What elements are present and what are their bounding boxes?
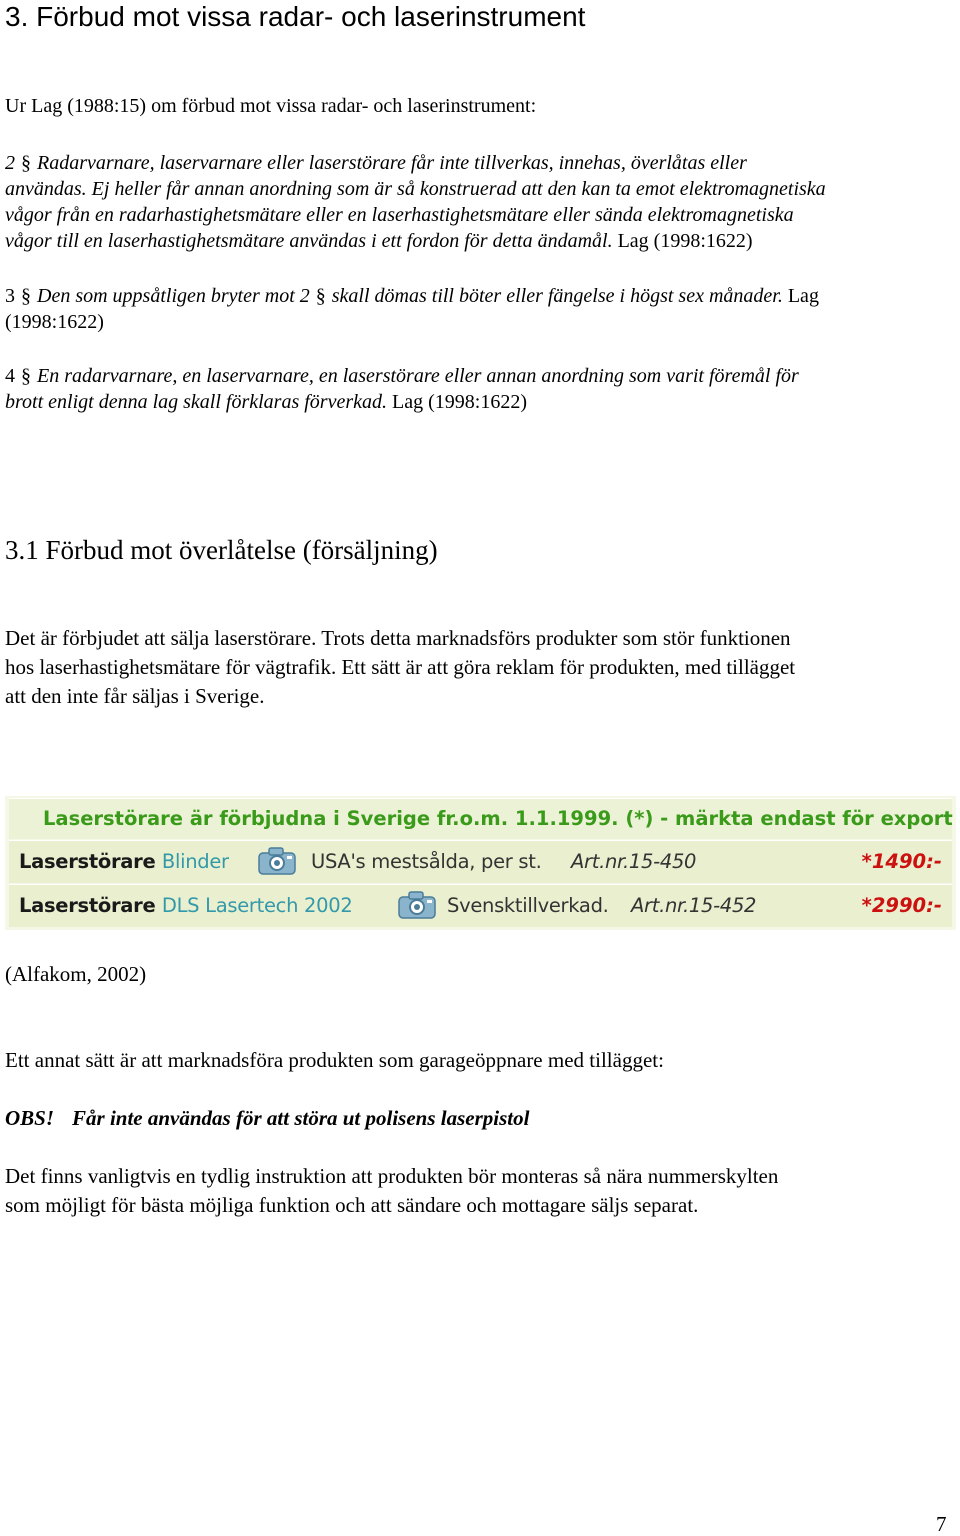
law-p3-text: skall dömas till böter eller fängelse i högst sex månader. xyxy=(331,285,783,307)
law-reference: Lag (1998:1622) xyxy=(392,391,527,413)
section-heading: 3. Förbud mot vissa radar- och laserinstrument xyxy=(5,1,586,32)
law-reference: Lag xyxy=(787,285,819,307)
paragraph-number: 3 xyxy=(5,285,15,307)
camera-icon xyxy=(397,888,437,920)
obs-label: OBS! xyxy=(5,1106,55,1130)
product-price: *1490:- xyxy=(861,850,942,873)
law-reference: (1998:1622) xyxy=(5,311,104,333)
law-p2-line xyxy=(5,176,950,202)
subsection-body xyxy=(5,624,795,711)
section-sign: § xyxy=(21,285,31,307)
law-paragraph-4 xyxy=(5,363,950,415)
law-p2-text: Radarvarnare, laservarnare eller laserstörare får inte tillverkas, innehas, överlåtas eller xyxy=(37,152,747,174)
body-line: hos laserhastighetsmätare för vägtrafik. Ett sätt är att göra reklam för produkten, med tillägget xyxy=(5,655,796,679)
section-sign: § xyxy=(21,152,31,174)
law-p4-text: brott enligt denna lag skall förklaras förverkad. xyxy=(5,391,393,413)
law-paragraph-2 xyxy=(5,150,950,254)
product-brand: Blinder xyxy=(161,850,229,873)
body-line: som möjligt för bästa möjliga funktion och att sändare och mottagare säljs separat. xyxy=(5,1193,699,1217)
section-sign: § xyxy=(21,365,31,387)
article-number: Art.nr.15-452 xyxy=(631,894,757,917)
image-caption: (Alfakom, 2002) xyxy=(5,962,147,986)
subsection-heading: 3.1 Förbud mot överlåtelse (försäljning) xyxy=(5,535,438,565)
body-line: Det är förbjudet att sälja laserstörare. Trots detta marknadsförs produkter som stör funktionen xyxy=(5,626,791,650)
body-paragraph: Ett annat sätt är att marknadsföra produkten som garageöppnare med tillägget: xyxy=(5,1048,664,1072)
law-reference: Lag (1998:1622) xyxy=(617,230,753,252)
category-label: Laserstörare xyxy=(19,894,156,917)
product-category xyxy=(19,850,229,873)
law-p2-line xyxy=(5,228,950,254)
product-category xyxy=(19,894,352,917)
ad-product-row xyxy=(9,884,952,927)
body-line: att den inte får säljas i Sverige. xyxy=(5,684,265,708)
body-line: Det finns vanligtvis en tydlig instruktion att produkten bör monteras så nära nummerskylten xyxy=(5,1164,779,1188)
section-sign: § xyxy=(315,285,326,307)
law-p4-line xyxy=(5,389,950,415)
paragraph-number: 4 xyxy=(5,365,15,387)
camera-icon xyxy=(257,844,297,876)
law-p3-line xyxy=(5,283,950,309)
ad-title: Laserstörare är förbjudna i Sverige fr.o.m. 1.1.1999. (*) - märkta endast för export xyxy=(43,807,953,830)
product-description: USA's mestsålda, per st. xyxy=(311,850,542,873)
category-label: Laserstörare xyxy=(19,850,156,873)
law-p2-line: vågor från en radarhastighetsmätare eller en laserhastighetsmätare eller sända elektromagnetiska xyxy=(5,204,794,226)
product-description: Svensktillverkad. xyxy=(447,894,609,917)
law-p2-text: vågor till en laserhastighetsmätare användas i ett fordon för detta ändamål. xyxy=(5,230,618,252)
product-price: *2990:- xyxy=(861,894,942,917)
ad-title-bar xyxy=(9,798,952,839)
product-brand: DLS Lasertech 2002 xyxy=(161,894,353,917)
law-p2-line xyxy=(5,150,950,176)
ad-product-row xyxy=(9,840,952,883)
law-p2-text: användas. xyxy=(5,178,87,200)
law-p2-text: Ej heller får annan anordning som är så konstruerad att den kan ta emot elektromagnetiska xyxy=(86,178,826,200)
law-p4-line xyxy=(5,363,950,389)
law-p3-text: Den som uppsåtligen bryter mot 2 xyxy=(37,285,310,307)
paragraph-number: 2 xyxy=(5,152,15,174)
closing-paragraph xyxy=(5,1162,778,1220)
law-paragraph-3 xyxy=(5,283,950,335)
article-number: Art.nr.15-450 xyxy=(571,850,697,873)
law-intro: Ur Lag (1988:15) om förbud mot vissa radar- och laserinstrument: xyxy=(5,95,537,117)
obs-notice xyxy=(5,1103,529,1133)
law-p4-text: En radarvarnare, en laservarnare, en laserstörare eller annan anordning som varit föremål för xyxy=(37,365,799,387)
obs-text: Får inte användas för att störa ut polisens laserpistol xyxy=(72,1106,530,1130)
advertisement-image xyxy=(5,796,956,930)
page-number: 7 xyxy=(936,1512,947,1536)
